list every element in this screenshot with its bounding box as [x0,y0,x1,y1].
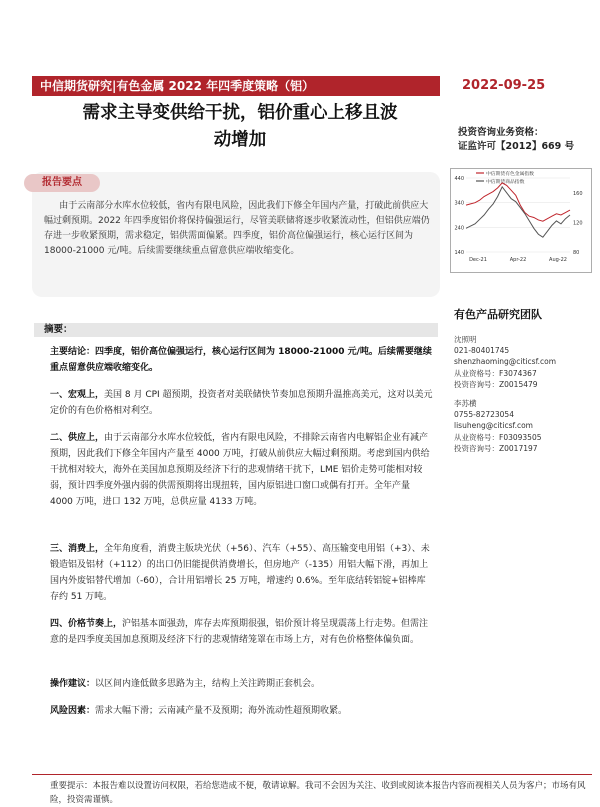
chart-right-tick-1: 120 [573,220,583,227]
analyst-cert-2: 投资咨询号：Z0017197 [454,443,538,453]
macro-body: 美国 8 月 CPI 超预期，投资者对美联储快节奏加息预期升温推高美元，这对以美元定价的有色价格相对利空。 [50,390,433,416]
demand-paragraph [50,541,434,605]
chart-right-tick-0: 80 [573,250,580,256]
macro-heading: 一、宏观上， [50,390,105,400]
team-title: 有色产品研究团队 [454,308,542,321]
risk-heading: 风险因素： [50,706,96,716]
price-paragraph [50,616,434,648]
chart-right-tick-2: 160 [573,190,583,197]
title-line-2: 动增加 [213,130,267,150]
analyst-name: 李苏横 [454,399,477,408]
analyst-cert-1: 从业资格号：F3074367 [454,368,537,378]
chart-legend-2: 中信期货商品指数 [486,180,525,185]
operation-paragraph [50,676,434,692]
demand-body: 全年角度看，消费主版块光伏（+56）、汽车（+55）、高压输变电用铝（+3）、未锻造铝及铝材（+112）的出口仍旧能提供消费增长，但房地产（-135）用铝大幅下滑，再加上国内外废铝替代增加（-60），合计用铝增长 25 万吨，增速约 0.6%。至年底结转铝锭+铝棒库存约 51 万吨。 [50,544,430,602]
supply-paragraph [50,430,434,510]
index-chart [450,168,592,273]
supply-body: 由于云南部分水库水位较低，省内有限电风险，不排除云南省内电解铝企业有减产预期，因此我们下修全年国内产量至 4000 万吨，打破从前供应大幅过剩预期。考虑到国内供给干扰相对较大，海外在美国加息预期及经济下行的悲观情绪干扰下，LME 铝价走势可能相对较弱，预计四季度外强内弱的供需预期将出现扭转，国内原铝进口窗口或偶有打开。全年产量 4000 万吨，进口 132 万吨，总供应量 4133 万吨。 [50,433,430,507]
analyst-email[interactable]: shenzhaoming@citicsf.com [454,357,557,367]
supply-heading: 二、供应上， [50,433,105,443]
report-title [40,100,440,154]
summary-text: 由于云南部分水库水位较低，省内有限电风险，因此我们下修全年国内产量，打破此前供应大幅过剩预期。2022 年四季度铝价将保持偏强运行，尽管美联储将逐步收紧流动性，但铝供应端仍存进一步收紧预期，需求稳定，铝供需面偏紧。四季度，铝价高位偏强运行，核心运行区间为 18000-21000 元/吨。后续需要继续重点留意供应端收缩变化。 [44,201,430,256]
analyst-contact-2 [454,398,542,454]
main-conclusion [50,344,434,376]
summary-tag: 报告要点 [24,174,100,192]
demand-heading: 三、消费上， [50,544,105,554]
operation-heading: 操作建议： [50,679,96,689]
operation-body: 以区间内逢低做多思路为主，结构上关注跨期正套机会。 [95,679,321,689]
analyst-cert-1: 从业资格号：F03093505 [454,432,542,442]
license-line-2: 证监许可【2012】669 号 [458,141,575,152]
risk-paragraph [50,703,434,719]
chart-x-tick-0: Dec-21 [469,257,487,263]
price-body: 沪铝基本面强劲，库存去库预期很强，铝价预计将呈现震荡上行走势。但需注意的是四季度美国加息预期及经济下行的悲观情绪笼罩在市场上方，对有色价格整体偏负面。 [50,619,429,645]
analyst-name: 沈照明 [454,335,477,344]
chart-left-tick-2: 340 [454,200,464,207]
abstract-label: 摘要： [44,324,73,335]
chart-x-ticks [469,257,567,263]
abstract-bar [34,323,438,337]
report-series-banner: 中信期货研究|有色金属 2022 年四季度策略（铝） [32,76,440,96]
footer-divider [32,774,592,775]
macro-paragraph [50,387,434,419]
analyst-cert-2: 投资咨询号：Z0015479 [454,379,538,389]
analyst-phone: 0755-82723054 [454,410,514,420]
disclaimer: 重要提示：本报告难以设置访问权限，若给您造成不便，敬请谅解。我司不会因为关注、收到或阅读本报告内容而视相关人员为客户；市场有风险，投资需谨慎。 [50,781,586,805]
title-line-1: 需求主导变供给干扰，铝价重心上移且波 [82,103,398,123]
chart-left-tick-0: 140 [454,250,464,256]
risk-body: 需求大幅下滑；云南减产量不及预期；海外流动性超预期收紧。 [95,706,348,716]
price-heading: 四、价格节奏上， [50,619,123,629]
report-date: 2022-09-25 [462,78,546,93]
main-conclusion-text: 主要结论：四季度，铝价高位偏强运行，核心运行区间为 18000-21000 元/吨。后续需要继续重点留意供应端收缩变化。 [50,347,432,373]
analyst-contact-1 [454,334,556,390]
license-line-1: 投资咨询业务资格： [458,127,544,138]
chart-left-tick-1: 240 [454,225,464,232]
chart-x-tick-2: Aug-22 [549,257,567,263]
chart-legend-1: 中信期货有色金属指数 [486,172,534,177]
analyst-phone: 021-80401745 [454,346,510,356]
chart-left-tick-3: 440 [454,176,464,182]
analyst-email[interactable]: lisuheng@citicsf.com [454,421,533,431]
chart-x-tick-1: Apr-22 [509,257,527,263]
license-info [458,126,574,154]
